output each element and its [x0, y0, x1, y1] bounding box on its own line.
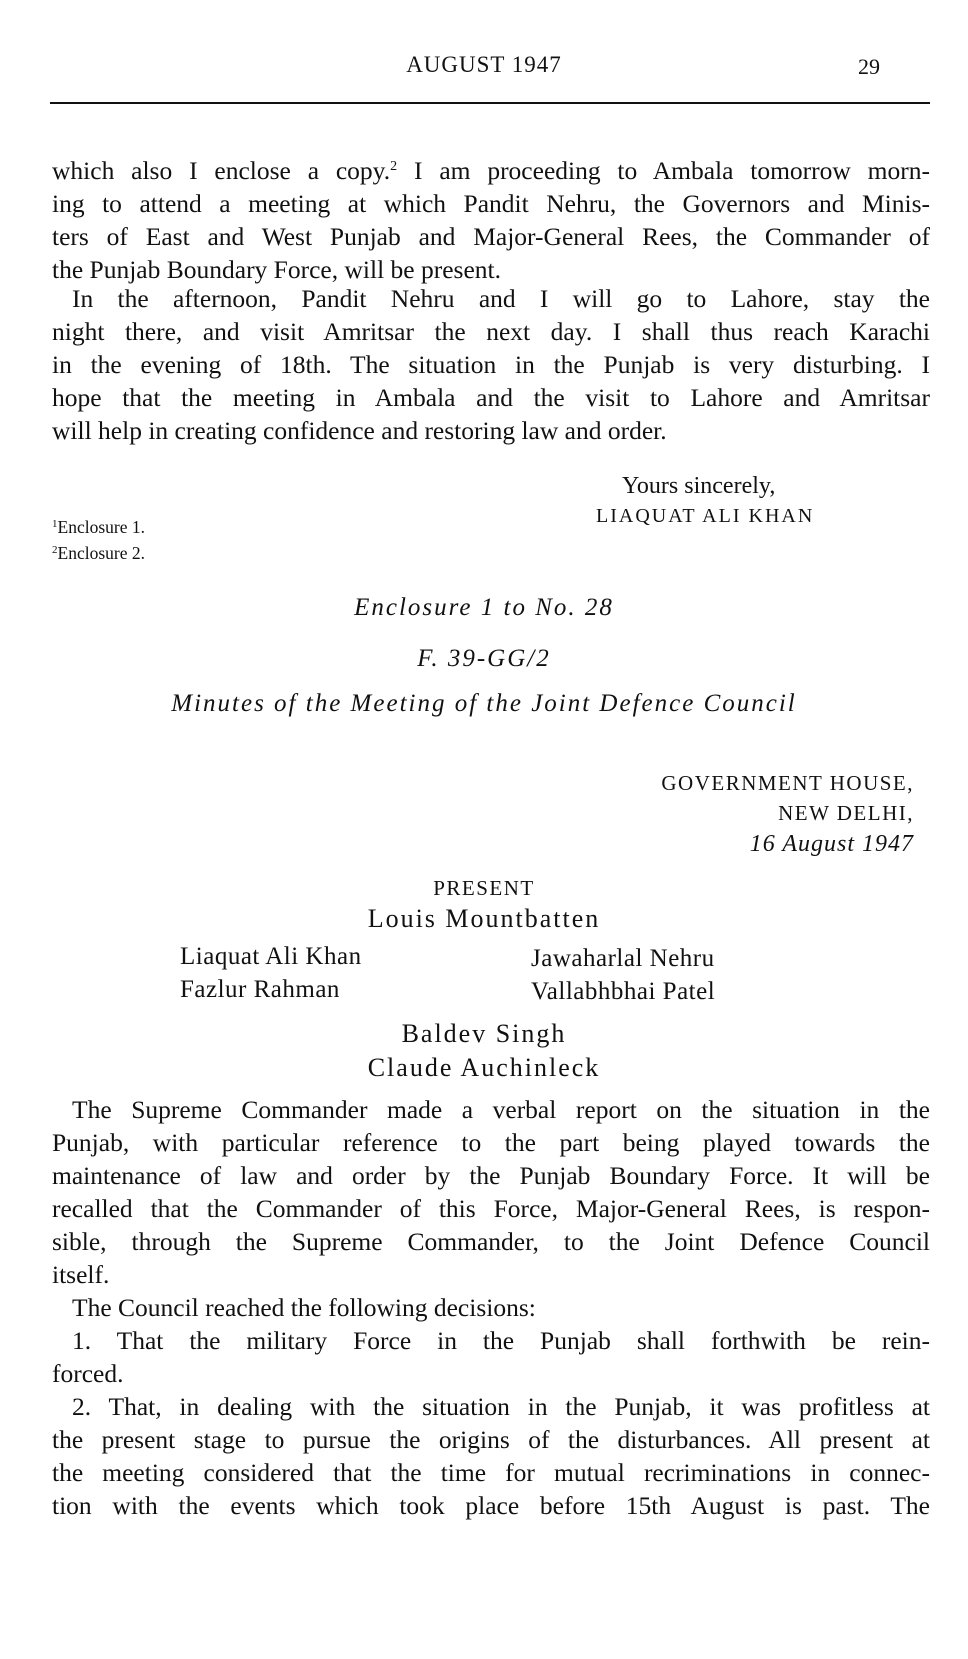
text-line: itself. [52, 1260, 110, 1289]
text-line: 1. That the military Force in the Punjab shall forthwith be rein- [72, 1326, 930, 1355]
text-line: the Punjab Boundary Force, will be present. [52, 255, 501, 284]
footnote-mark: 2 [52, 544, 58, 556]
text-line: night there, and visit Amritsar the next day. I shall thus reach Karachi [52, 317, 930, 346]
minutes-paragraph-2: The Council reached the following decisions: [72, 1293, 536, 1322]
text-line: ing to attend a meeting at which Pandit Nehru, the Governors and Minis- [52, 189, 930, 218]
text-line: Punjab, with particular reference to the part being played towards the [52, 1128, 930, 1157]
minutes-paragraph-1 [52, 1093, 930, 1291]
file-reference: F. 39-GG/2 [417, 645, 551, 672]
address-line-2: NEW DELHI, [778, 801, 914, 825]
text-line: the present stage to pursue the origins of the disturbances. All present at [52, 1425, 930, 1454]
text-line: the meeting considered that the time for mutual recriminations in connec- [52, 1458, 930, 1487]
attendee-bottom-1: Baldev Singh [401, 1019, 567, 1048]
attendee-left-2: Fazlur Rahman [180, 976, 340, 1003]
meeting-date: 16 August 1947 [749, 831, 914, 857]
text-line: in the evening of 18th. The situation in the Punjab is very disturbing. I [52, 350, 930, 379]
decision-item-2 [52, 1390, 930, 1522]
text-line: The Supreme Commander made a verbal report on the situation in the [72, 1095, 930, 1124]
decision-item-1 [52, 1324, 930, 1390]
attendee-left-1: Liaquat Ali Khan [180, 943, 362, 970]
letter-closing: Yours sincerely, [622, 473, 776, 499]
letter-signature: LIAQUAT ALI KHAN [596, 505, 815, 527]
text-line: maintenance of law and order by the Punjab Boundary Force. It will be [52, 1161, 930, 1190]
footnote-ref: 2 [390, 159, 398, 174]
text-segment: which also I enclose a copy. [52, 156, 391, 185]
text-line: recalled that the Commander of this Force, Major-General Rees, is respon- [52, 1194, 930, 1223]
header-rule [50, 102, 930, 104]
running-header-title: AUGUST 1947 [406, 52, 562, 77]
enclosure-heading: Enclosure 1 to No. 28 [354, 594, 614, 621]
text-line: In the afternoon, Pandit Nehru and I will go to Lahore, stay the [72, 284, 930, 313]
page-number: 29 [858, 54, 880, 79]
attendee-right-2: Vallabhbhai Patel [531, 978, 716, 1005]
text-line [52, 150, 930, 187]
chair-name: Louis Mountbatten [367, 904, 601, 933]
present-heading: PRESENT [433, 876, 535, 900]
footnote-text: Enclosure 1. [57, 517, 145, 537]
footnote-text: Enclosure 2. [57, 543, 145, 563]
text-line: sible, through the Supreme Commander, to the Joint Defence Council [52, 1227, 930, 1256]
footnote-2 [52, 538, 145, 565]
footnote-mark: 1 [52, 518, 58, 530]
minutes-title: Minutes of the Meeting of the Joint Defence Council [171, 690, 797, 717]
letter-paragraph-2 [52, 282, 930, 447]
footnote-1 [52, 512, 145, 539]
text-line: hope that the meeting in Ambala and the visit to Lahore and Amritsar [52, 383, 930, 412]
attendee-right-1: Jawaharlal Nehru [531, 945, 715, 972]
text-line: forced. [52, 1359, 124, 1388]
text-line: 2. That, in dealing with the situation in the Punjab, it was profitless at [72, 1392, 930, 1421]
text-segment: I am proceeding to Ambala tomorrow morn- [397, 156, 930, 185]
text-line: tion with the events which took place before 15th August is past. The [52, 1491, 930, 1520]
attendee-bottom-2: Claude Auchinleck [367, 1053, 601, 1082]
address-line-1: GOVERNMENT HOUSE, [661, 771, 914, 795]
text-line: ters of East and West Punjab and Major-General Rees, the Commander of [52, 222, 930, 251]
letter-paragraph-1 [52, 150, 930, 286]
text-line: will help in creating confidence and restoring law and order. [52, 416, 667, 445]
